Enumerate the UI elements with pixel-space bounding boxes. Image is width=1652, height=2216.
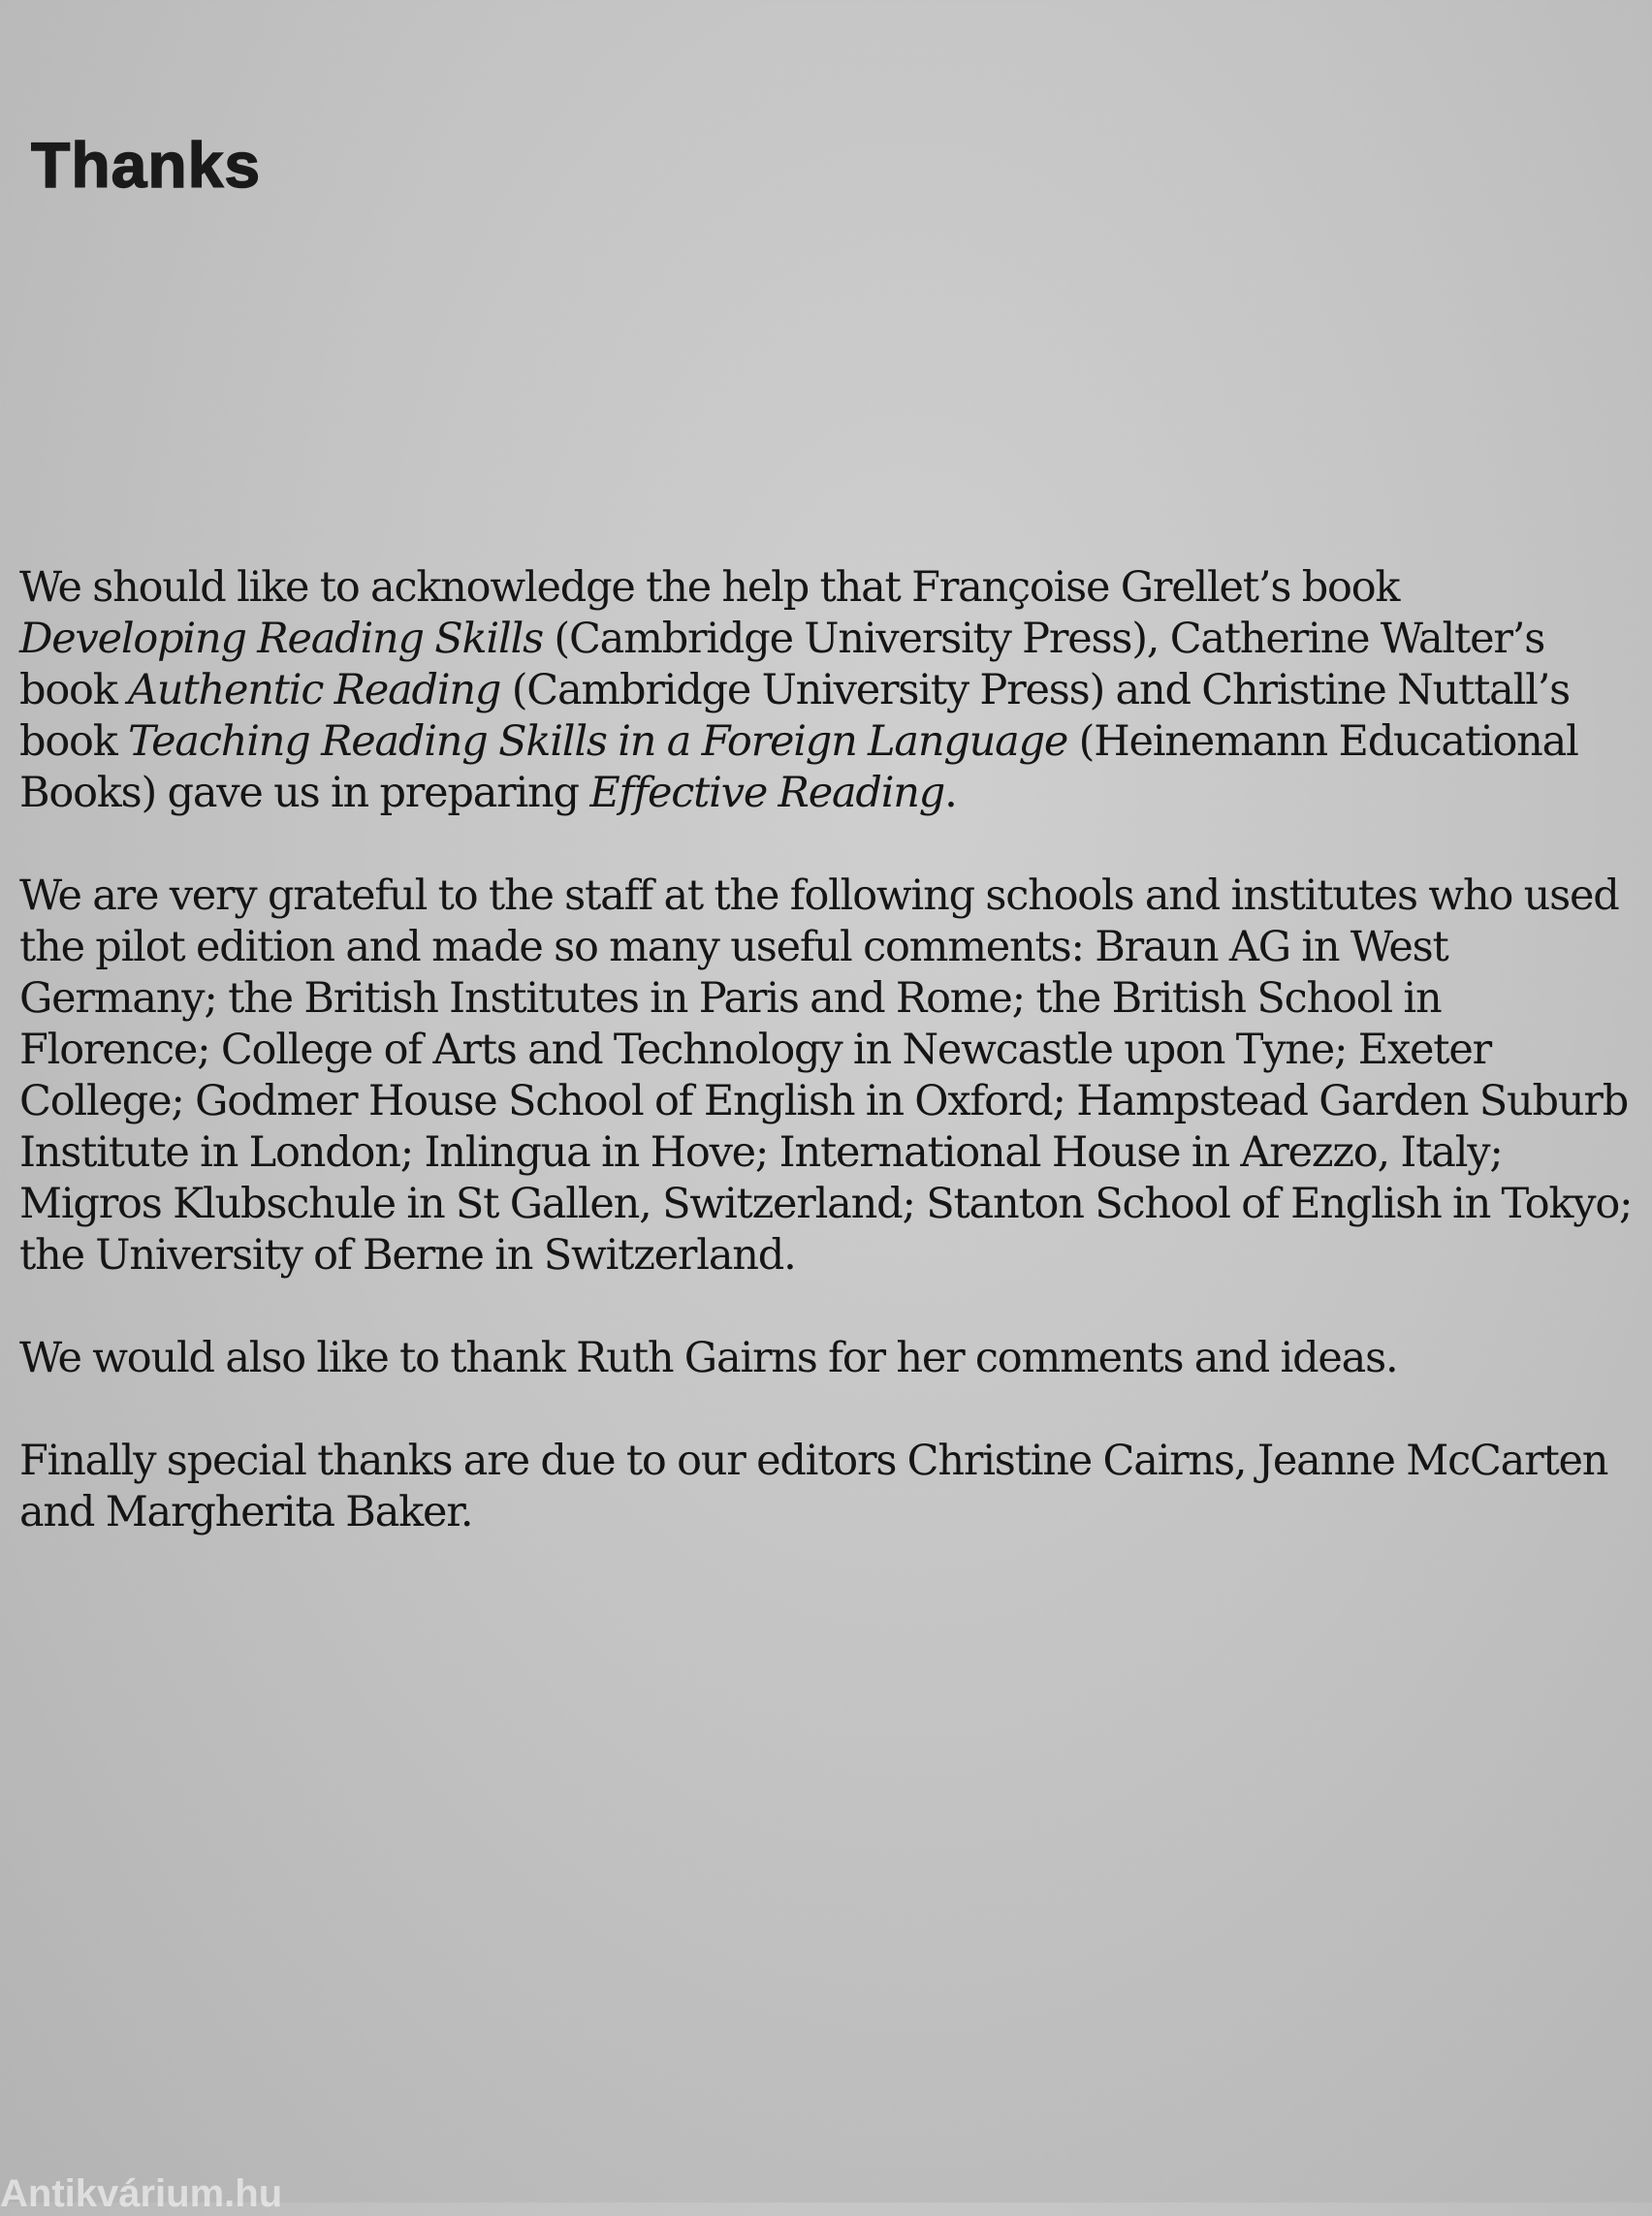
paragraph-schools: We are very grateful to the staff at the following schools and institutes who used the pilot edition and made so many useful comments: Braun AG in West Germany; the British Institutes in Paris and Rome; the British School in Florence; College of Arts and Technology in Newcastle upon Tyne; Exeter College; Godmer House School of English in Oxford; Hampstead Garden Suburb Institute in London; Inlingua in Hove; International House in Arezzo, Italy; Migros Klubschule in St Gallen, Switzerland; Stanton School of English in Tokyo; the University of Berne in Switzerland. [19, 871, 1633, 1280]
paragraph-sources-text-4: (Heinemann Educational Books) gave us in preparing [19, 717, 1578, 817]
watermark: Antikvárium.hu [0, 2172, 283, 2215]
paragraph-sources [19, 562, 1633, 819]
book-title-authentic-reading: Authentic Reading [128, 666, 501, 714]
book-title-teaching-reading-skills: Teaching Reading Skills in a Foreign Language [128, 717, 1068, 766]
paragraph-sources-text-2: (Cambridge University Press), Catherine Walter’s book [19, 615, 1545, 714]
book-title-effective-reading: Effective Reading [589, 769, 945, 817]
paragraph-ruth-gairns: We would also like to thank Ruth Gairns for her comments and ideas. [19, 1334, 1398, 1382]
paragraph-sources-text-5: . [944, 769, 957, 817]
paragraph-sources-text-3: (Cambridge University Press) and Christine Nuttall’s book [19, 666, 1571, 766]
book-title-developing-reading-skills: Developing Reading Skills [19, 615, 543, 663]
paragraph-sources-text-1: We should like to acknowledge the help that Françoise Grellet’s book [19, 563, 1400, 612]
acknowledgements-body [19, 562, 1633, 1590]
page-heading: Thanks [31, 129, 262, 201]
paragraph-editors: Finally special thanks are due to our editors Christine Cairns, Jeanne McCarten and Margherita Baker. [19, 1437, 1608, 1536]
